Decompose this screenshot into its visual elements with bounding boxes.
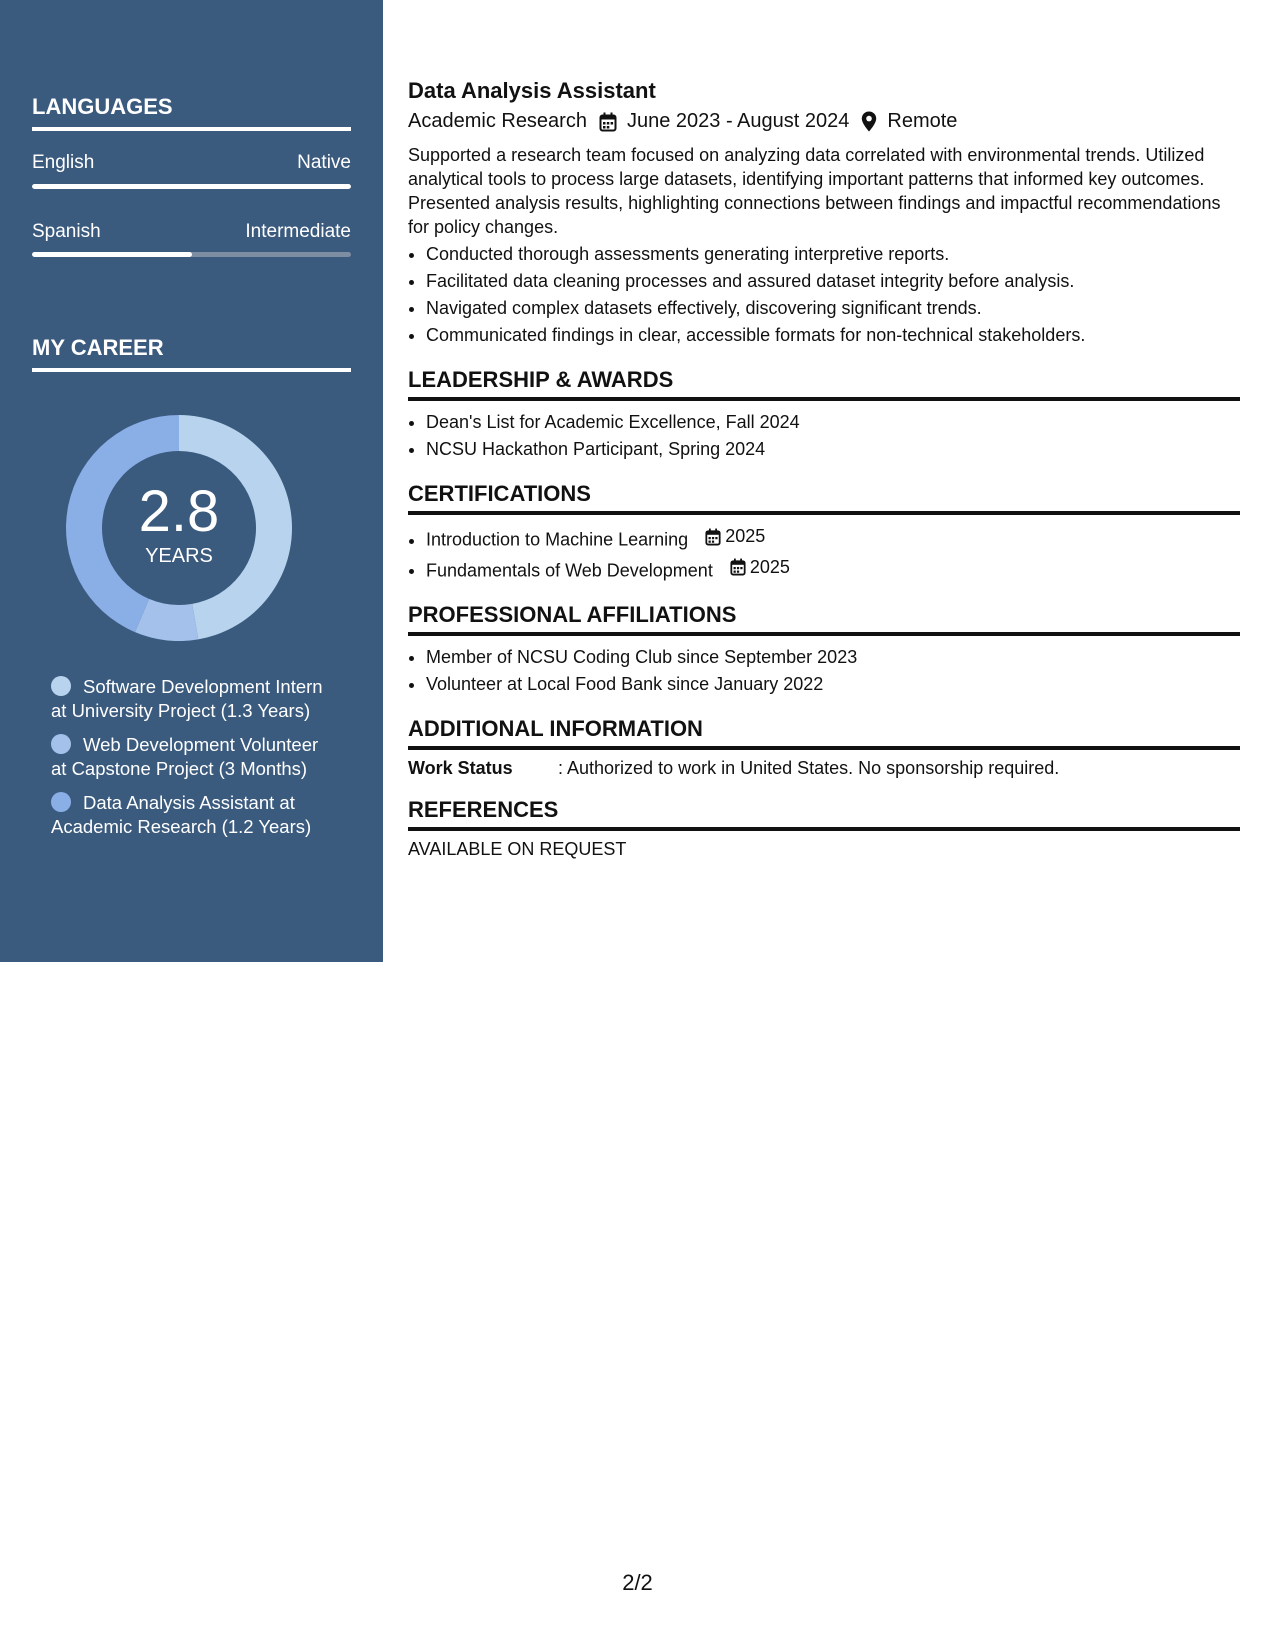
references-heading: REFERENCES [408, 797, 1240, 831]
legend-label: Data Analysis Assistant at Academic Research (1.2 Years) [51, 792, 312, 837]
location-pin-icon [861, 111, 877, 132]
language-row-spanish [32, 221, 351, 243]
certifications-heading: CERTIFICATIONS [408, 481, 1240, 515]
certification-year-wrap [730, 554, 790, 581]
work-status-row [408, 758, 1240, 779]
career-total-unit: YEARS [145, 544, 213, 567]
job-title: Data Analysis Assistant [408, 78, 656, 103]
list-item [426, 554, 1240, 585]
certifications-list [408, 523, 1240, 584]
calendar-icon [705, 528, 721, 546]
certification-year-wrap [705, 523, 765, 550]
calendar-icon [730, 558, 746, 576]
legend-item [51, 675, 331, 723]
list-item: • Communicated findings in clear, accessible formats for non-technical stakeholders. [426, 322, 1240, 349]
legend-label: Software Development Intern at University Project (1.3 Years) [51, 676, 323, 721]
job-company: Academic Research [408, 110, 587, 132]
list-item: • Dean's List for Academic Excellence, Fall 2024 [426, 409, 1240, 436]
job-summary: Supported a research team focused on analyzing data correlated with environmental trends. Utilized analytical tools to process large datasets, identifying important patterns that informed key outcomes. Presented analysis results, highlighting connections between findings and impactful recommendations for policy changes. [408, 145, 1221, 237]
certification-name: Introduction to Machine Learning [426, 529, 689, 550]
certification-year: 2025 [725, 526, 766, 546]
list-item: • Facilitated data cleaning processes and assured dataset integrity before analysis. [426, 268, 1240, 295]
list-item: • Conducted thorough assessments generating interpretive reports. [426, 241, 1240, 268]
legend-dot [51, 792, 71, 812]
work-status-value: : Authorized to work in United States. No sponsorship required. [558, 758, 1060, 778]
career-total-value: 2.8 [138, 478, 220, 544]
list-item: • Volunteer at Local Food Bank since January 2022 [426, 671, 1240, 698]
references-text: AVAILABLE ON REQUEST [408, 839, 627, 859]
language-name: English [32, 152, 95, 173]
language-bar-english [32, 184, 351, 189]
job-dates: June 2023 - August 2024 [626, 110, 850, 132]
legend-item [51, 791, 331, 839]
additional-info-heading: ADDITIONAL INFORMATION [408, 716, 1240, 750]
affiliations-list [408, 644, 1240, 698]
legend-item [51, 733, 331, 781]
page-number: 2/2 [622, 1570, 653, 1595]
career-legend [51, 675, 331, 849]
language-level: Intermediate [245, 221, 351, 242]
legend-dot [51, 676, 71, 696]
legend-label: Web Development Volunteer at Capstone Project (3 Months) [51, 734, 319, 779]
certification-year: 2025 [749, 556, 790, 577]
donut-center [66, 415, 292, 641]
main-content [408, 78, 1240, 860]
language-bar-spanish [32, 252, 351, 257]
leadership-list [408, 409, 1240, 463]
list-item [426, 523, 1240, 554]
leadership-heading: LEADERSHIP & AWARDS [408, 367, 1240, 401]
calendar-icon [599, 112, 617, 132]
list-item: • Member of NCSU Coding Club since September 2023 [426, 644, 1240, 671]
language-row-english [32, 152, 351, 174]
language-level: Native [297, 152, 351, 173]
language-bar-fill [32, 252, 192, 257]
job-location: Remote [887, 110, 958, 132]
career-donut-chart [66, 415, 292, 641]
certification-name: Fundamentals of Web Development [426, 560, 713, 580]
language-name: Spanish [32, 221, 101, 242]
list-item: • NCSU Hackathon Participant, Spring 2024 [426, 436, 1240, 463]
language-bar-fill [32, 184, 351, 189]
work-status-label: Work Status [408, 758, 513, 778]
job-meta [408, 110, 1240, 133]
affiliations-heading: PROFESSIONAL AFFILIATIONS [408, 602, 1240, 636]
languages-heading: LANGUAGES [32, 94, 351, 131]
legend-dot [51, 734, 71, 754]
list-item: • Navigated complex datasets effectively, discovering significant trends. [426, 295, 1240, 322]
career-heading: MY CAREER [32, 335, 351, 372]
sidebar [0, 0, 383, 962]
job-bullets [408, 241, 1240, 349]
